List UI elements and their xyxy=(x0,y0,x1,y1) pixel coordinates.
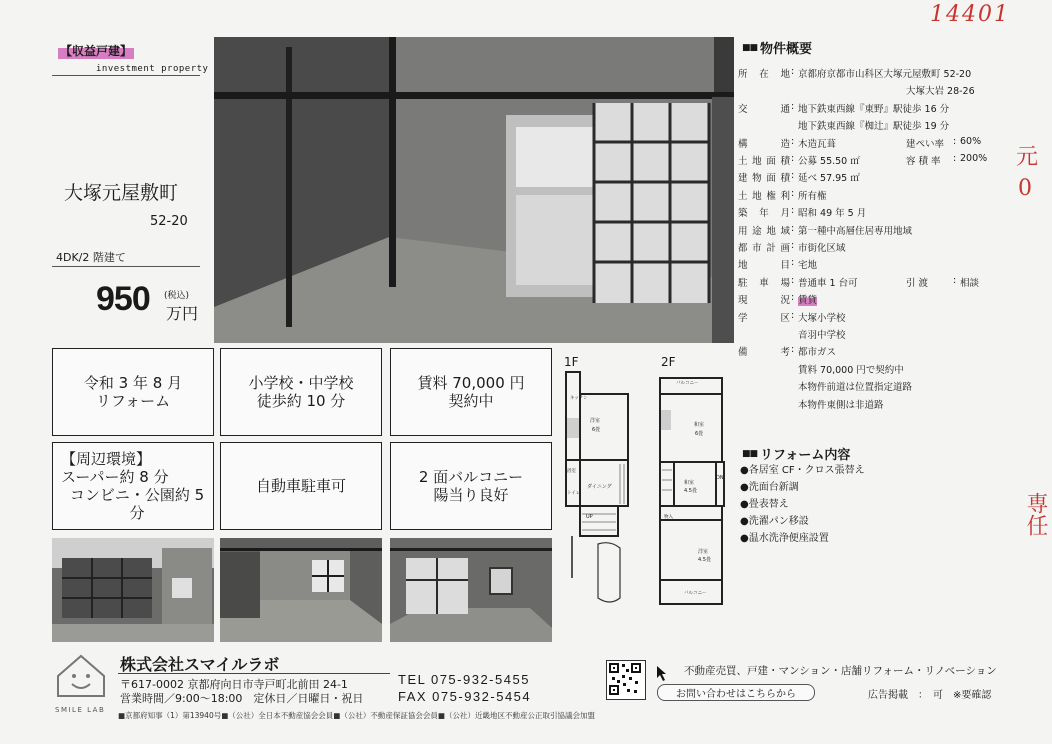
divider xyxy=(52,266,200,267)
room-label: DN xyxy=(716,475,724,481)
divider xyxy=(52,75,200,76)
reform-title xyxy=(742,444,850,463)
overview-row xyxy=(738,205,1018,222)
overview-title-text: 物件概要 xyxy=(760,42,813,57)
reform-item: ●洗濯パン移設 xyxy=(740,516,809,527)
overview-key: 築 年 月 xyxy=(738,208,790,220)
room-label: トイレ xyxy=(567,491,581,496)
ad-note: 広告掲載 ： 可 ※要確認 xyxy=(868,690,992,701)
overview-row xyxy=(738,379,1018,396)
reform-item: ●各居室 CF・クロス張替え xyxy=(740,465,865,476)
category-subtitle: investment property xyxy=(96,64,209,74)
overview-colon: : xyxy=(791,240,795,251)
footer-line xyxy=(118,673,390,674)
overview-row xyxy=(738,118,1018,135)
overview-key: 所 在 地 xyxy=(738,69,790,80)
floor-label-1f: 1F xyxy=(564,355,579,369)
overview-colon: : xyxy=(953,135,957,147)
overview-value-secondary: 200% xyxy=(960,153,988,164)
overview-table xyxy=(738,66,1018,436)
overview-colon: : xyxy=(791,135,795,147)
overview-row xyxy=(738,275,1018,292)
overview-value-secondary: 相談 xyxy=(960,277,980,289)
overview-value: 音羽中学校 xyxy=(798,330,846,341)
company-name: 株式会社スマイルラボ xyxy=(120,655,280,674)
overview-value: 大塚小学校 xyxy=(798,312,846,324)
room-label: ダイニング xyxy=(587,484,612,490)
overview-key: 土地面積 xyxy=(738,156,790,167)
overview-row xyxy=(738,188,1018,205)
overview-colon: : xyxy=(791,153,795,164)
overview-key: 土地権利 xyxy=(738,190,790,202)
handwritten-mark: 元 xyxy=(1016,145,1039,170)
overview-key: 地 目 xyxy=(738,260,790,272)
overview-value: 地下鉄東西線『東野』駅徒歩 16 分 xyxy=(798,103,950,115)
overview-value: 公募 55.50 ㎡ xyxy=(798,156,860,167)
phone-number: TEL 075-932-5455 xyxy=(398,672,530,687)
feature-box-school xyxy=(220,348,382,436)
room-label: 6畳 xyxy=(592,427,601,433)
feature-box-parking xyxy=(220,442,382,530)
room-label: 和室 xyxy=(694,422,705,428)
business-description: 不動産売買、戸建・マンション・店舗リフォーム・リノベーション xyxy=(684,665,997,677)
feature-line: 陽当り良好 xyxy=(433,486,509,504)
feature-line: 令和 3 年 8 月 xyxy=(83,374,183,392)
overview-key-secondary: 引 渡 xyxy=(906,277,929,289)
feature-line: 賃料 70,000 円 xyxy=(417,374,525,392)
qr-code-icon[interactable] xyxy=(606,660,646,700)
overview-row xyxy=(738,397,1018,414)
reform-item: ●畳表替え xyxy=(740,499,789,510)
overview-key: 建物面積 xyxy=(738,173,790,185)
room-label: 4.5畳 xyxy=(698,557,711,563)
overview-value: 第一種中高層住居専用地域 xyxy=(798,225,913,237)
room-label: 物入 xyxy=(664,515,673,520)
overview-row xyxy=(738,170,1018,187)
overview-value: 木造瓦葺 xyxy=(798,138,837,150)
section-marker-icon: ■■ xyxy=(742,42,758,53)
overview-row xyxy=(738,362,1018,379)
overview-key: 備 考 xyxy=(738,347,790,359)
feature-line: リフォーム xyxy=(95,392,171,410)
feature-line: 【周辺環境】 xyxy=(61,450,152,468)
overview-row xyxy=(738,240,1018,257)
fax-number: FAX 075-932-5454 xyxy=(398,689,532,704)
company-address: 〒617-0002 京都府向日市寺戸町北前田 24-1 xyxy=(120,678,348,691)
overview-colon: : xyxy=(953,274,957,286)
overview-key: 学 区 xyxy=(738,312,790,324)
contact-link[interactable]: お問い合わせはこちらから xyxy=(657,684,815,701)
logo-text: SMILE LAB xyxy=(55,706,106,714)
room-label: 洋室 xyxy=(698,549,709,555)
price-value: 950 xyxy=(96,280,150,318)
overview-title xyxy=(742,38,812,57)
japanese-room-photo xyxy=(220,538,382,642)
business-hours: 営業時間／9:00～18:00 定休日／日曜日・祝日 xyxy=(120,692,364,705)
overview-value: 京都府京都市山科区大塚元屋敷町 52-20 xyxy=(798,69,972,80)
overview-key: 交 通 xyxy=(738,103,790,115)
overview-colon: : xyxy=(791,170,795,182)
overview-colon: : xyxy=(791,66,795,77)
overview-value: 本物件前道は位置指定道路 xyxy=(798,382,913,394)
reform-title-text: リフォーム内容 xyxy=(760,448,851,463)
room-label: 和室 xyxy=(684,480,695,486)
overview-row xyxy=(738,83,1018,100)
overview-value: 所有権 xyxy=(798,190,827,202)
overview-value: 都市ガス xyxy=(798,347,837,359)
smile-lab-logo-icon xyxy=(50,650,112,706)
price-tax-note: (税込) xyxy=(164,291,190,301)
handwritten-mark: 専任 xyxy=(1023,492,1048,536)
layout-type: 4DK/2 階建て xyxy=(56,251,126,264)
room-label: バルコニー xyxy=(684,591,707,596)
overview-value: 賃貸 xyxy=(798,292,817,306)
lot-number: 52-20 xyxy=(150,214,188,229)
overview-key: 駐 車 場 xyxy=(738,277,790,289)
room-label: 浴室 xyxy=(567,469,576,474)
feature-line: 2 面バルコニー xyxy=(418,468,524,486)
overview-colon: : xyxy=(791,309,795,321)
feature-box-reform xyxy=(52,348,214,436)
overview-row xyxy=(738,101,1018,118)
overview-row xyxy=(738,136,1018,153)
room-label: バルコニー xyxy=(676,381,699,386)
overview-row xyxy=(738,66,1018,83)
floor-label-2f: 2F xyxy=(661,355,676,369)
overview-row xyxy=(738,310,1018,327)
feature-line: 契約中 xyxy=(448,392,494,410)
overview-key: 現 況 xyxy=(738,295,790,307)
western-room-photo xyxy=(390,538,552,642)
overview-value: 市街化区域 xyxy=(798,243,846,254)
handwritten-code: 14401 xyxy=(930,2,1010,27)
room-label: 4.5畳 xyxy=(684,488,697,494)
overview-row xyxy=(738,153,1018,170)
overview-colon: : xyxy=(791,100,795,112)
reform-list xyxy=(740,462,865,547)
overview-value: 昭和 49 年 5 月 xyxy=(798,208,867,220)
overview-value-secondary: 60% xyxy=(960,135,982,147)
reform-item: ●洗面台新調 xyxy=(740,482,799,493)
overview-colon: : xyxy=(953,153,957,164)
overview-key: 都市計画 xyxy=(738,243,790,254)
overview-key-secondary: 容 積 率 xyxy=(906,156,941,167)
overview-value: 地下鉄東西線『椥辻』駅徒歩 19 分 xyxy=(798,121,950,133)
overview-colon: : xyxy=(791,222,795,234)
overview-value: 延べ 57.95 ㎡ xyxy=(798,173,860,185)
overview-colon: : xyxy=(791,292,795,304)
room-label: 6畳 xyxy=(695,431,704,437)
overview-key: 構 造 xyxy=(738,138,790,150)
feature-line: 小学校・中学校 xyxy=(248,374,354,392)
feature-line: 徒歩約 10 分 xyxy=(256,392,346,410)
overview-colon: : xyxy=(791,205,795,217)
reform-item: ●温水洗浄便座設置 xyxy=(740,533,829,544)
overview-row xyxy=(738,257,1018,274)
feature-line: コンビニ・公園約 5 分 xyxy=(69,486,205,522)
overview-row xyxy=(738,327,1018,344)
overview-key: 用途地域 xyxy=(738,225,790,237)
overview-value: 宅地 xyxy=(798,260,818,272)
feature-box-rent xyxy=(390,348,552,436)
exterior-photo xyxy=(52,538,214,642)
pointer-hand-icon xyxy=(652,662,676,686)
room-label: UP xyxy=(586,514,593,520)
overview-value: 大塚大岩 28-26 xyxy=(906,86,975,98)
feature-line: 自動車駐車可 xyxy=(255,477,346,495)
town-name: 大塚元屋敷町 xyxy=(64,182,179,204)
overview-value: 本物件東側は非道路 xyxy=(798,399,884,411)
feature-box-balcony xyxy=(390,442,552,530)
overview-colon: : xyxy=(791,257,795,269)
room-label: 洋室 xyxy=(590,418,601,424)
overview-colon: : xyxy=(791,274,795,286)
overview-colon: : xyxy=(791,187,795,199)
overview-key-secondary: 建ぺい率 xyxy=(906,138,945,150)
room-label: キッチン xyxy=(570,396,588,401)
overview-row xyxy=(738,292,1018,309)
license-info: ■京都府知事（1）第13940号■（公社）全日本不動産協会会員■（公社）不動産保証協会会員■（公社）近畿地区不動産公正取引協議会加盟 xyxy=(118,711,595,720)
overview-colon: : xyxy=(791,344,795,356)
category-tag: 【収益戸建】 xyxy=(60,44,133,58)
overview-row xyxy=(738,223,1018,240)
overview-value: 普通車 1 台可 xyxy=(798,277,858,289)
price-unit: 万円 xyxy=(166,304,199,323)
main-room-photo xyxy=(214,37,734,343)
feature-line: スーパー約 8 分 xyxy=(61,468,169,486)
feature-box-environment xyxy=(52,442,214,530)
overview-value: 賃料 70,000 円で契約中 xyxy=(798,364,904,376)
handwritten-mark: 0 xyxy=(1018,176,1032,201)
overview-row xyxy=(738,344,1018,361)
section-marker-icon: ■■ xyxy=(742,448,758,459)
